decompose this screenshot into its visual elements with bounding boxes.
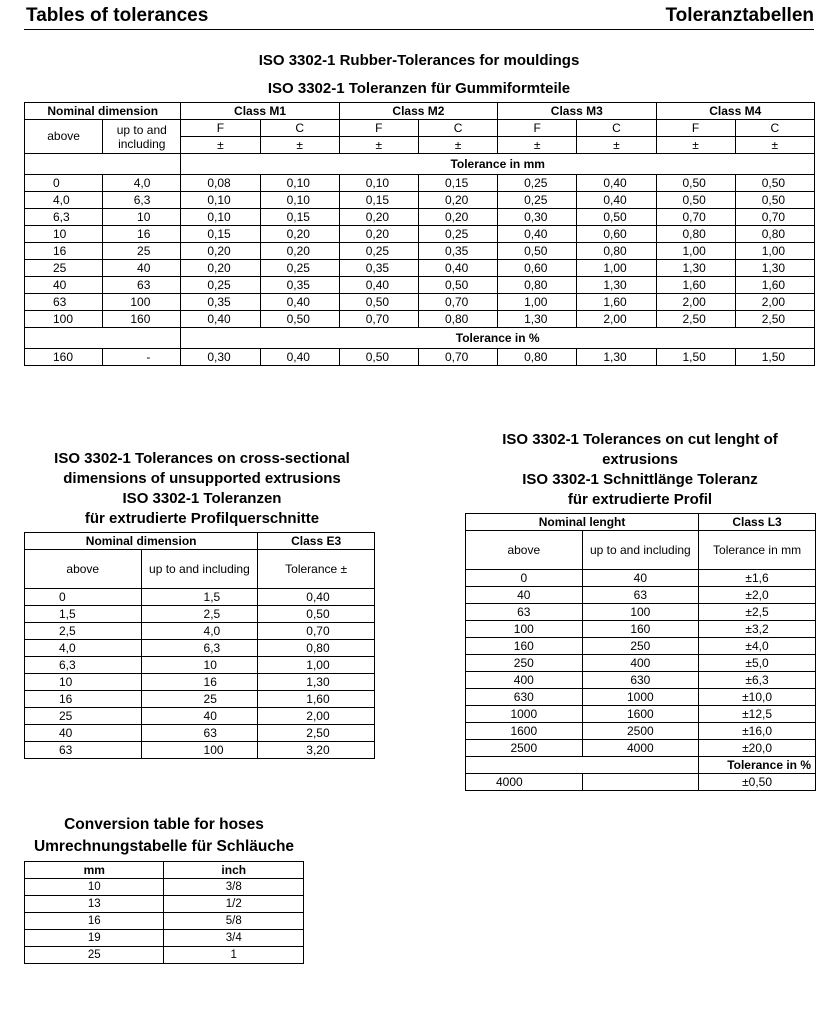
plus-minus-label: ±: [181, 137, 260, 154]
table-row: [466, 638, 816, 655]
cell-upto: 25: [103, 243, 181, 260]
cell-m3-f: 0,60: [498, 260, 577, 277]
cell-m3-f: 1,30: [498, 311, 577, 328]
cell-m1-c: 0,50: [260, 311, 339, 328]
table-row: [25, 277, 815, 294]
pct-row-tolerance: ±0,50: [699, 774, 816, 791]
moulding-title-en: ISO 3302-1 Rubber-Tolerances for mouldings: [258, 52, 580, 69]
cell-m2-c: 0,20: [418, 209, 497, 226]
cell-upto: 1000: [582, 689, 699, 706]
c-label: C: [577, 120, 656, 137]
cell-m3-f: 0,80: [498, 277, 577, 294]
cell-m1-c: 0,15: [260, 209, 339, 226]
cell-upto: 4,0: [141, 623, 258, 640]
table-row: [466, 604, 816, 621]
cell-inch: 3/8: [164, 879, 304, 896]
cell-above: 0: [25, 589, 142, 606]
cell-above: 10: [25, 674, 142, 691]
f-label: F: [181, 120, 260, 137]
cell-tolerance: ±2,5: [699, 604, 816, 621]
cell-m4-c: 0,70: [735, 209, 814, 226]
f-label: F: [656, 120, 735, 137]
cell-upto: 10: [141, 657, 258, 674]
upto-header: up to and including: [103, 120, 181, 154]
table-row: [25, 691, 375, 708]
cutlength-title-line: extrusions: [602, 451, 678, 468]
cell-m4-f: 2,00: [656, 294, 735, 311]
class-m4-header: Class M4: [656, 103, 815, 120]
cell-above: 2500: [466, 740, 583, 757]
cutlength-title-line: für extrudierte Profil: [567, 491, 713, 508]
cell-m2-c: 0,50: [418, 277, 497, 294]
class-m1-header: Class M1: [181, 103, 339, 120]
cell-m2-c: 0,20: [418, 192, 497, 209]
cell-above: 40: [25, 277, 103, 294]
extrusion-title: [24, 449, 380, 529]
cell-m1-f: 0,10: [181, 209, 260, 226]
table-row: [25, 175, 815, 192]
cell-m1-f: 0,40: [181, 311, 260, 328]
cell-tolerance: 1,60: [258, 691, 375, 708]
class-m3-header: Class M3: [498, 103, 656, 120]
cell-m4-c: 1,50: [735, 349, 814, 366]
table-row: [466, 706, 816, 723]
cell-m1-f: 0,35: [181, 294, 260, 311]
cell-tolerance: 1,30: [258, 674, 375, 691]
cell-m1-f: 0,15: [181, 226, 260, 243]
pct-row-above: 4000: [466, 774, 583, 791]
cell-above: 0: [466, 570, 583, 587]
cell-above: 2,5: [25, 623, 142, 640]
cell-m3-f: 0,25: [498, 175, 577, 192]
extrusion-title-line: ISO 3302-1 Tolerances on cross-sectional: [54, 450, 350, 467]
cell-inch: 1: [164, 947, 304, 964]
cell-m4-c: 1,30: [735, 260, 814, 277]
cell-above: 630: [466, 689, 583, 706]
cell-m3-f: 0,40: [498, 226, 577, 243]
cell-upto: 100: [103, 294, 181, 311]
upto-header: up to and including: [582, 531, 699, 570]
cell-m3-c: 1,30: [577, 349, 656, 366]
cell-m1-f: 0,08: [181, 175, 260, 192]
cell-m4-f: 1,30: [656, 260, 735, 277]
cell-upto: 1600: [582, 706, 699, 723]
cell-above: 4,0: [25, 640, 142, 657]
cell-above: 25: [25, 260, 103, 277]
cell-mm: 13: [25, 896, 164, 913]
page-header-left: Tables of tolerances: [26, 5, 209, 26]
cell-m2-f: 0,15: [339, 192, 418, 209]
cell-m3-f: 0,25: [498, 192, 577, 209]
cell-m4-f: 0,70: [656, 209, 735, 226]
cell-m1-c: 0,35: [260, 277, 339, 294]
upto-header: up to and including: [141, 550, 258, 589]
cell-upto: 6,3: [103, 192, 181, 209]
cell-m2-f: 0,20: [339, 226, 418, 243]
cell-upto: 40: [141, 708, 258, 725]
cell-m3-f: 1,00: [498, 294, 577, 311]
c-label: C: [735, 120, 814, 137]
table-row: [25, 349, 815, 366]
cell-above: 160: [466, 638, 583, 655]
above-header: above: [25, 120, 103, 154]
nominal-length-header: Nominal lenght: [466, 514, 699, 531]
cell-upto: 1,5: [141, 589, 258, 606]
cell-above: 10: [25, 226, 103, 243]
table-row: [25, 674, 375, 691]
cell-upto: 40: [103, 260, 181, 277]
table-row: [25, 930, 304, 947]
above-header: above: [25, 550, 142, 589]
cell-upto: 40: [582, 570, 699, 587]
cell-above: 40: [466, 587, 583, 604]
extrusion-title-line: ISO 3302-1 Toleranzen: [122, 490, 282, 507]
cell-above: 1600: [466, 723, 583, 740]
extrusion-tolerance-table: [24, 532, 375, 759]
tolerance-header: Tolerance in mm: [699, 531, 816, 570]
cell-inch: 3/4: [164, 930, 304, 947]
plus-minus-label: ±: [735, 137, 814, 154]
cell-inch: 1/2: [164, 896, 304, 913]
cell-above: 1000: [466, 706, 583, 723]
table-row: [25, 623, 375, 640]
hose-conversion-table: [24, 861, 304, 964]
table-row: [25, 243, 815, 260]
cell-above: 1,5: [25, 606, 142, 623]
cell-tolerance: ±16,0: [699, 723, 816, 740]
cell-m1-c: 0,25: [260, 260, 339, 277]
table-row: [466, 672, 816, 689]
section-spacer: [25, 154, 181, 175]
cell-above: 400: [466, 672, 583, 689]
hoses-title-line: Umrechnungstabelle für Schläuche: [33, 838, 295, 855]
cell-upto: 100: [582, 604, 699, 621]
cell-above: 160: [25, 349, 103, 366]
cell-mm: 10: [25, 879, 164, 896]
cell-mm: 25: [25, 947, 164, 964]
cell-m3-f: 0,30: [498, 209, 577, 226]
f-label: F: [339, 120, 418, 137]
hoses-title: [24, 814, 304, 858]
above-header: above: [466, 531, 583, 570]
cell-above: 6,3: [25, 209, 103, 226]
cell-above: 250: [466, 655, 583, 672]
table-row: [25, 226, 815, 243]
cell-tolerance: ±5,0: [699, 655, 816, 672]
cell-m2-c: 0,25: [418, 226, 497, 243]
cell-above: 100: [466, 621, 583, 638]
cell-m2-c: 0,70: [418, 349, 497, 366]
table-row: [25, 708, 375, 725]
cell-m1-f: 0,10: [181, 192, 260, 209]
cell-m3-c: 1,60: [577, 294, 656, 311]
table-row: [25, 896, 304, 913]
cell-m1-c: 0,20: [260, 243, 339, 260]
cell-upto: 63: [103, 277, 181, 294]
table-row: [466, 621, 816, 638]
cell-m1-f: 0,20: [181, 260, 260, 277]
cell-tolerance: ±10,0: [699, 689, 816, 706]
cell-upto: 2,5: [141, 606, 258, 623]
extrusion-title-line: dimensions of unsupported extrusions: [63, 470, 341, 487]
cell-m2-c: 0,35: [418, 243, 497, 260]
cell-m1-c: 0,40: [260, 349, 339, 366]
cell-m4-c: 1,00: [735, 243, 814, 260]
section-tolerance-pct: Tolerance in %: [699, 757, 816, 774]
cell-upto: 630: [582, 672, 699, 689]
cell-tolerance: 2,50: [258, 725, 375, 742]
table-row: [25, 725, 375, 742]
cell-m4-c: 2,00: [735, 294, 814, 311]
section-tolerance-mm: Tolerance in mm: [181, 154, 815, 175]
cell-m4-c: 1,60: [735, 277, 814, 294]
table-row: [466, 570, 816, 587]
c-label: C: [418, 120, 497, 137]
cell-mm: 19: [25, 930, 164, 947]
header-rule: [24, 29, 814, 30]
cell-upto: 4000: [582, 740, 699, 757]
cell-tolerance: ±6,3: [699, 672, 816, 689]
cell-m1-c: 0,10: [260, 175, 339, 192]
cell-above: 63: [25, 294, 103, 311]
plus-minus-label: ±: [418, 137, 497, 154]
cell-above: 0: [25, 175, 103, 192]
plus-minus-label: ±: [577, 137, 656, 154]
cell-m3-c: 2,00: [577, 311, 656, 328]
cell-m4-f: 0,50: [656, 175, 735, 192]
cell-m3-f: 0,50: [498, 243, 577, 260]
cell-above: 63: [25, 742, 142, 759]
table-row: [25, 657, 375, 674]
cell-m2-f: 0,40: [339, 277, 418, 294]
cell-tolerance: ±12,5: [699, 706, 816, 723]
cell-tolerance: ±1,6: [699, 570, 816, 587]
cell-m3-f: 0,80: [498, 349, 577, 366]
cell-upto: 250: [582, 638, 699, 655]
cell-upto: 6,3: [141, 640, 258, 657]
cell-m1-f: 0,30: [181, 349, 260, 366]
cell-above: 6,3: [25, 657, 142, 674]
cell-upto: 16: [103, 226, 181, 243]
cell-upto: 16: [141, 674, 258, 691]
cell-above: 63: [466, 604, 583, 621]
table-row: [25, 606, 375, 623]
cell-tolerance: 0,80: [258, 640, 375, 657]
cell-m4-f: 1,00: [656, 243, 735, 260]
cell-above: 100: [25, 311, 103, 328]
cell-above: 16: [25, 691, 142, 708]
table-row: [25, 209, 815, 226]
nominal-dimension-header: Nominal dimension: [25, 103, 181, 120]
cell-upto: 160: [103, 311, 181, 328]
cell-m2-c: 0,40: [418, 260, 497, 277]
cell-m1-c: 0,10: [260, 192, 339, 209]
moulding-tolerance-table: [24, 102, 815, 366]
plus-minus-label: ±: [339, 137, 418, 154]
tolerance-header: Tolerance ±: [258, 550, 375, 589]
cell-inch: 5/8: [164, 913, 304, 930]
cell-m1-c: 0,20: [260, 226, 339, 243]
cell-tolerance: 0,50: [258, 606, 375, 623]
cell-m4-f: 1,60: [656, 277, 735, 294]
cell-m4-c: 2,50: [735, 311, 814, 328]
cell-m2-f: 0,70: [339, 311, 418, 328]
cell-upto: 400: [582, 655, 699, 672]
class-e3-header: Class E3: [258, 533, 375, 550]
class-m2-header: Class M2: [339, 103, 497, 120]
cell-m2-c: 0,15: [418, 175, 497, 192]
cell-m4-f: 0,50: [656, 192, 735, 209]
cell-m3-c: 1,30: [577, 277, 656, 294]
cell-m2-c: 0,70: [418, 294, 497, 311]
cutlength-tolerance-table: [465, 513, 816, 791]
cell-m4-f: 1,50: [656, 349, 735, 366]
table-row: [466, 723, 816, 740]
extrusion-title-line: für extrudierte Profilquerschnitte: [84, 510, 320, 527]
cell-m3-c: 0,40: [577, 175, 656, 192]
table-row: [25, 947, 304, 964]
cell-upto: 100: [141, 742, 258, 759]
table-row: [466, 587, 816, 604]
table-row: [25, 742, 375, 759]
cell-above: 16: [25, 243, 103, 260]
cell-m2-f: 0,20: [339, 209, 418, 226]
table-row: [25, 260, 815, 277]
cell-upto: 160: [582, 621, 699, 638]
cell-m1-c: 0,40: [260, 294, 339, 311]
cell-tolerance: 1,00: [258, 657, 375, 674]
table-row: [25, 192, 815, 209]
table-row: [25, 640, 375, 657]
hoses-title-line: Conversion table for hoses: [64, 816, 264, 833]
cell-m4-f: 2,50: [656, 311, 735, 328]
cell-upto: 4,0: [103, 175, 181, 192]
cell-above: 40: [25, 725, 142, 742]
cell-m3-c: 0,60: [577, 226, 656, 243]
cell-tolerance: ±3,2: [699, 621, 816, 638]
cell-tolerance: 0,40: [258, 589, 375, 606]
cell-tolerance: ±2,0: [699, 587, 816, 604]
cell-m4-c: 0,50: [735, 192, 814, 209]
cell-m4-f: 0,80: [656, 226, 735, 243]
cell-m1-f: 0,25: [181, 277, 260, 294]
nominal-dimension-header: Nominal dimension: [25, 533, 258, 550]
cell-m1-f: 0,20: [181, 243, 260, 260]
plus-minus-label: ±: [498, 137, 577, 154]
cell-m2-f: 0,25: [339, 243, 418, 260]
cell-m3-c: 0,80: [577, 243, 656, 260]
cutlength-title-line: ISO 3302-1 Schnittlänge Toleranz: [522, 471, 758, 488]
cell-above: 4,0: [25, 192, 103, 209]
cell-mm: 16: [25, 913, 164, 930]
cell-upto: 10: [103, 209, 181, 226]
cell-above: 25: [25, 708, 142, 725]
table-row: [466, 740, 816, 757]
cell-tolerance: 2,00: [258, 708, 375, 725]
page-header-right: Toleranztabellen: [665, 5, 814, 26]
table-row: [25, 294, 815, 311]
table-row: [25, 311, 815, 328]
plus-minus-label: ±: [656, 137, 735, 154]
cell-upto: 25: [141, 691, 258, 708]
cell-tolerance: 3,20: [258, 742, 375, 759]
section-spacer: [25, 328, 181, 349]
class-l3-header: Class L3: [699, 514, 816, 531]
c-label: C: [260, 120, 339, 137]
cell-upto: 63: [582, 587, 699, 604]
cell-m3-c: 0,50: [577, 209, 656, 226]
table-row: [25, 589, 375, 606]
f-label: F: [498, 120, 577, 137]
cutlength-title: [464, 430, 816, 510]
mm-header: mm: [25, 862, 164, 879]
cell-m4-c: 0,50: [735, 175, 814, 192]
cell-m2-f: 0,50: [339, 294, 418, 311]
table-row: [466, 689, 816, 706]
cell-m3-c: 1,00: [577, 260, 656, 277]
cell-m2-f: 0,35: [339, 260, 418, 277]
table-row: [25, 913, 304, 930]
cell-upto: -: [103, 349, 181, 366]
table-row: [466, 655, 816, 672]
section-tolerance-pct: Tolerance in %: [181, 328, 815, 349]
cutlength-title-line: ISO 3302-1 Tolerances on cut lenght of: [502, 431, 778, 448]
cell-upto: 2500: [582, 723, 699, 740]
section-spacer: [466, 757, 699, 774]
cell-m4-c: 0,80: [735, 226, 814, 243]
plus-minus-label: ±: [260, 137, 339, 154]
moulding-title-de: ISO 3302-1 Toleranzen für Gummiformteile: [267, 80, 571, 97]
cell-upto: 63: [141, 725, 258, 742]
cell-m3-c: 0,40: [577, 192, 656, 209]
cell-m2-f: 0,10: [339, 175, 418, 192]
inch-header: inch: [164, 862, 304, 879]
cell-tolerance: ±20,0: [699, 740, 816, 757]
cell-tolerance: 0,70: [258, 623, 375, 640]
cell-m2-c: 0,80: [418, 311, 497, 328]
pct-row-upto: [582, 774, 699, 791]
cell-tolerance: ±4,0: [699, 638, 816, 655]
cell-m2-f: 0,50: [339, 349, 418, 366]
table-row: [25, 879, 304, 896]
